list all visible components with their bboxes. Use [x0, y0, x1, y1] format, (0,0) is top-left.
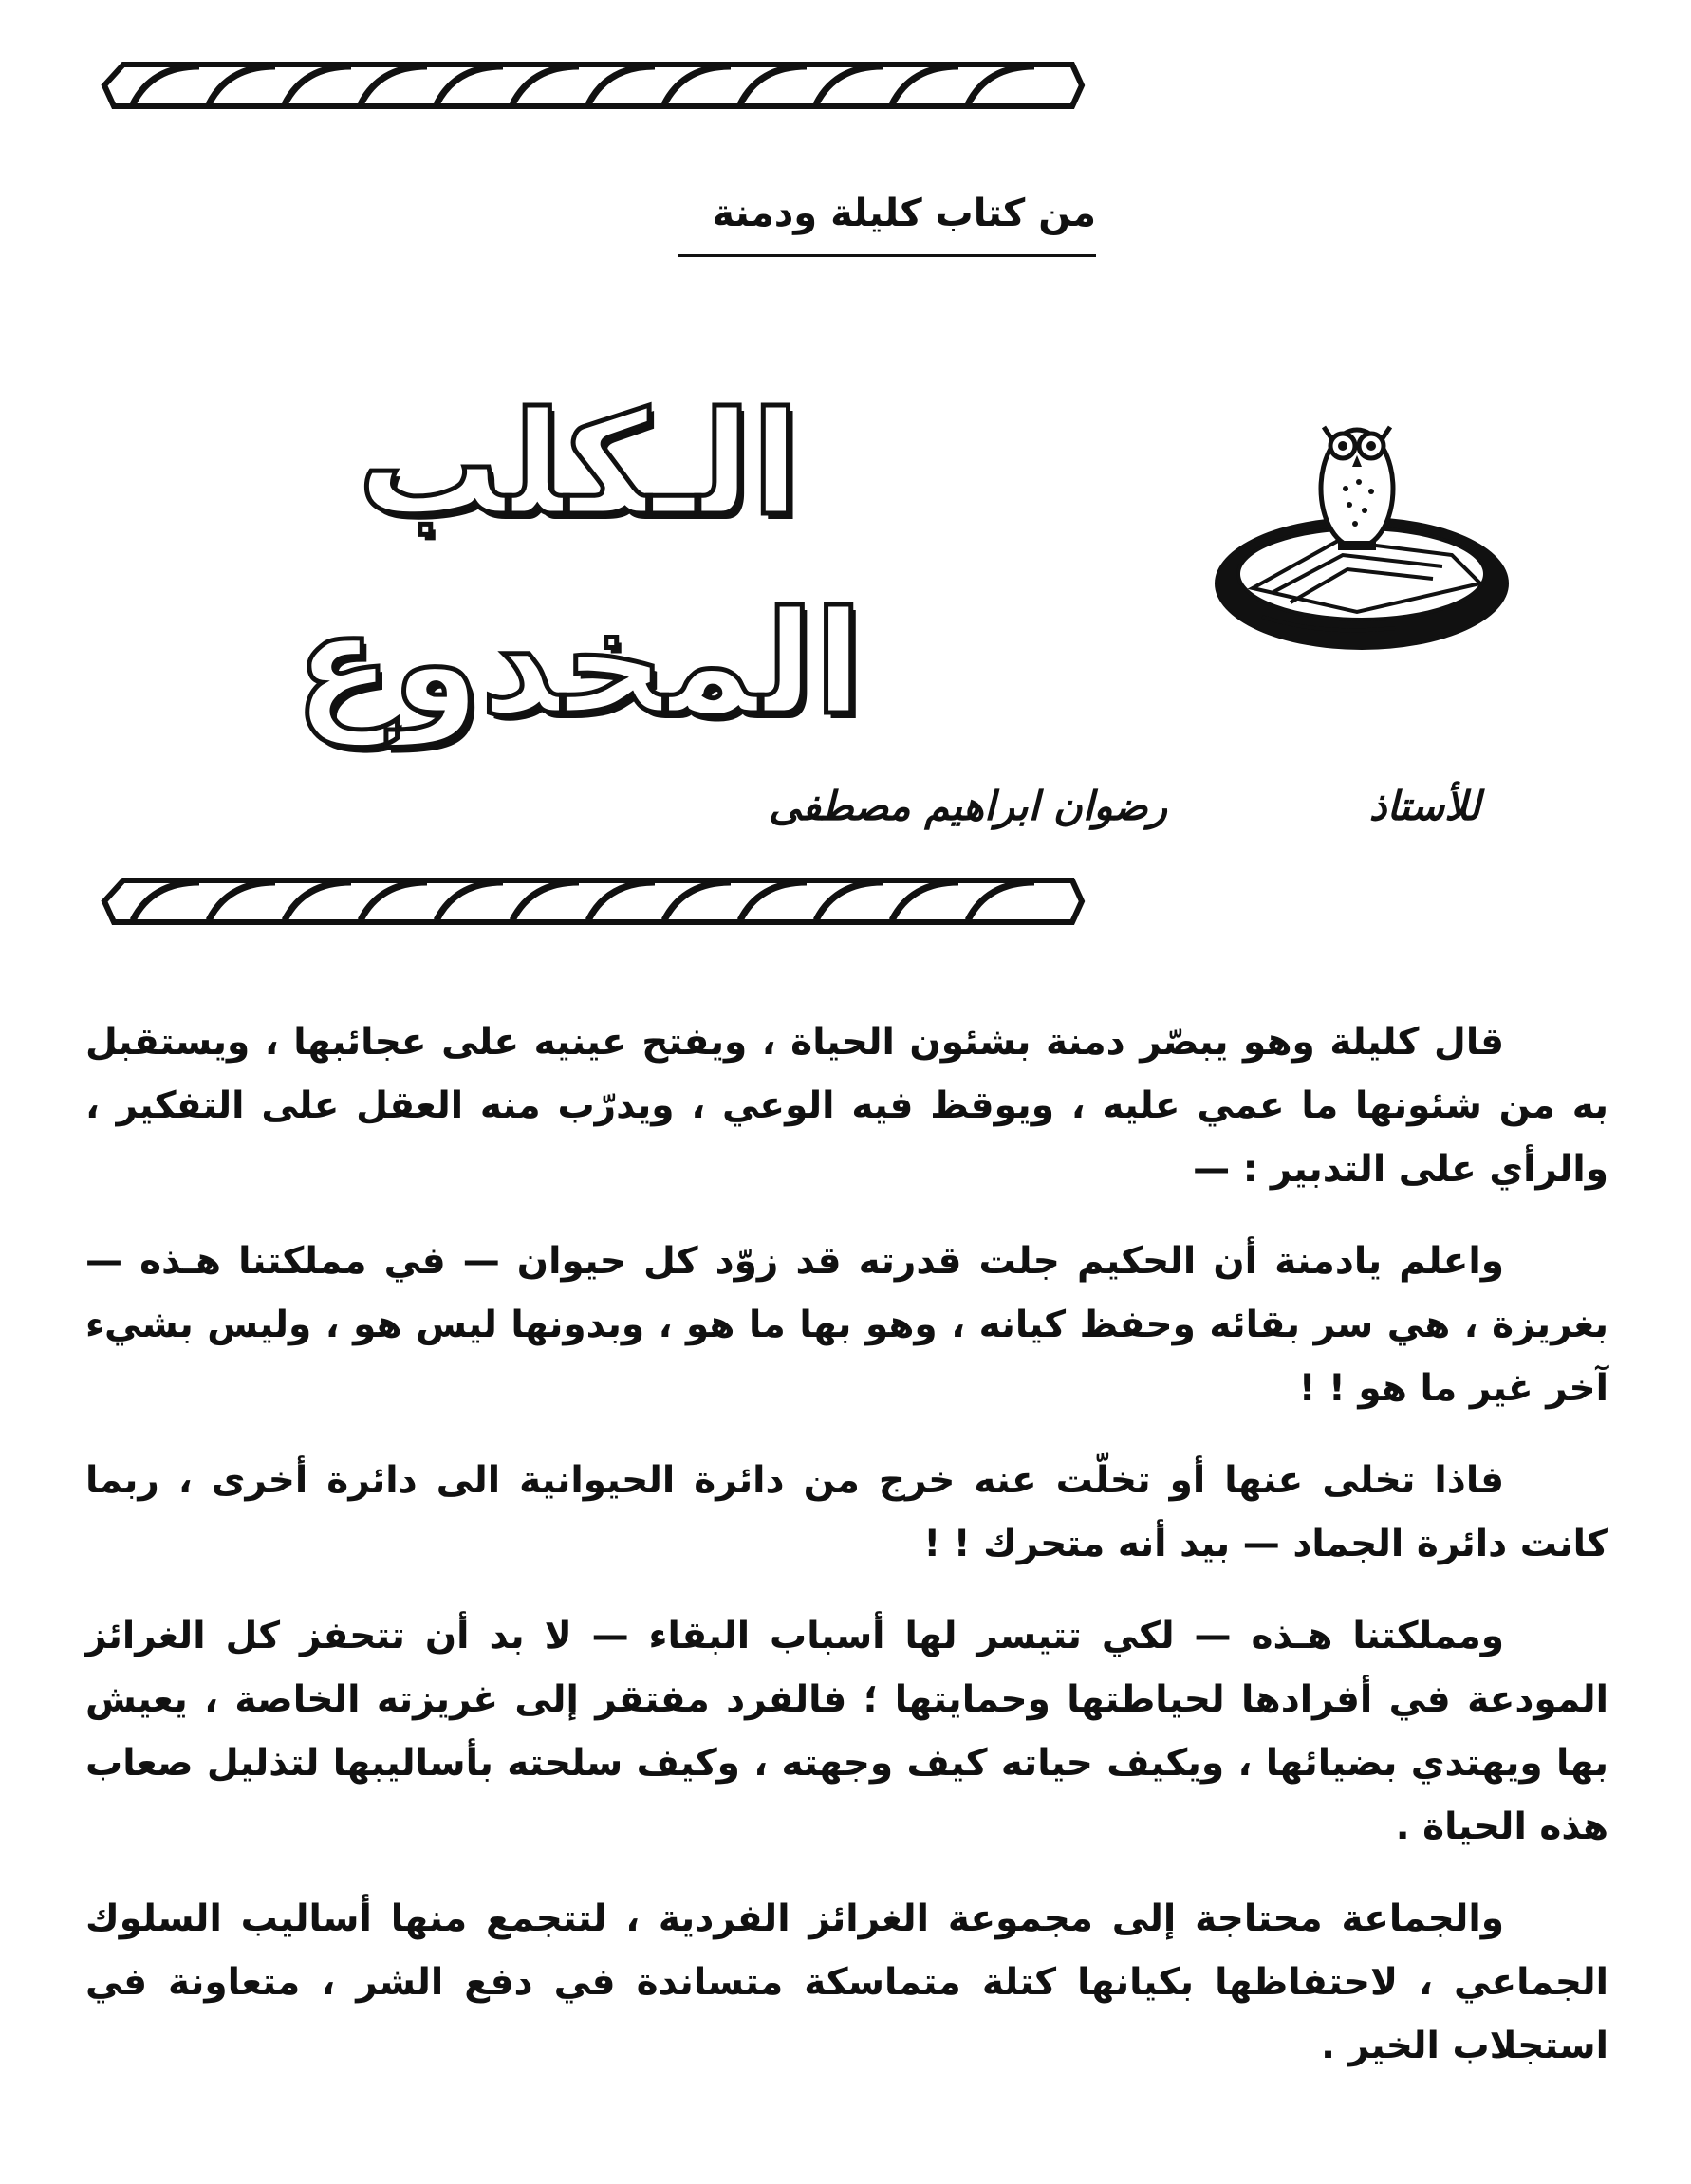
paragraph-2: واعلم يادمنة أن الحكيم جلت قدرته قد زوّد كل حيوان — في مملكتنا هـذه — بغريزة ، هي سر بقائه وحفظ كيانه ، وهو بها ما هو ، وبدونها ليس هو ، وليس بشيء آخر غير ما هو ! ! — [85, 1240, 1608, 1410]
article-title: الـكلب المخدوع — [294, 382, 864, 747]
paragraph-4: ومملكتنا هـذه — لكي تتيسر لها أسباب البقاء — لا بد أن تتحفز كل الغرائز المودعة في أفرادها لحياطتها وحمايتها ؛ فالفرد مفتقر إلى غريزته الخاصة ، يعيش بها ويهتدي بضيائها ، ويكيف حياته كيف وجهته ، وكيف سلحته بأساليبها لتذليل صعاب هذه الحياة . — [85, 1615, 1608, 1848]
bottom-rope-ornament — [95, 873, 1087, 930]
author-name: رضوان ابراهيم مصطفى — [769, 783, 1167, 829]
owl-on-books-emblem — [1205, 379, 1518, 664]
top-rope-ornament — [95, 57, 1087, 114]
article-body — [85, 1010, 1608, 2149]
paragraph-3: فاذا تخلى عنها أو تخلّت عنه خرج من دائرة الحيوانية الى دائرة أخرى ، ربما كانت دائرة الجماد — بيد أنه متحرك ! ! — [85, 1459, 1608, 1565]
source-underline — [678, 254, 1096, 257]
author-byline — [247, 768, 1480, 844]
paragraph-5: والجماعة محتاجة إلى مجموعة الغرائز الفردية ، لتتجمع منها أساليب السلوك الجماعي ، لاحتفاظها بكيانها كتلة متماسكة متساندة في دفع الشر ، متعاونة في استجلاب الخير . — [85, 1897, 1608, 2067]
author-prefix: للأستاذ — [1368, 783, 1480, 829]
paragraph-1: قال كليلة وهو يبصّر دمنة بشئون الحياة ، ويفتح عينيه على عجائبها ، ويستقبل به من شئونها ما عمي عليه ، ويوقظ فيه الوعي ، ويدرّب منه العقل على التفكير ، والرأي على التدبير : — — [85, 1021, 1608, 1191]
source-line: من كتاب كليلة ودمنة — [712, 192, 1096, 235]
